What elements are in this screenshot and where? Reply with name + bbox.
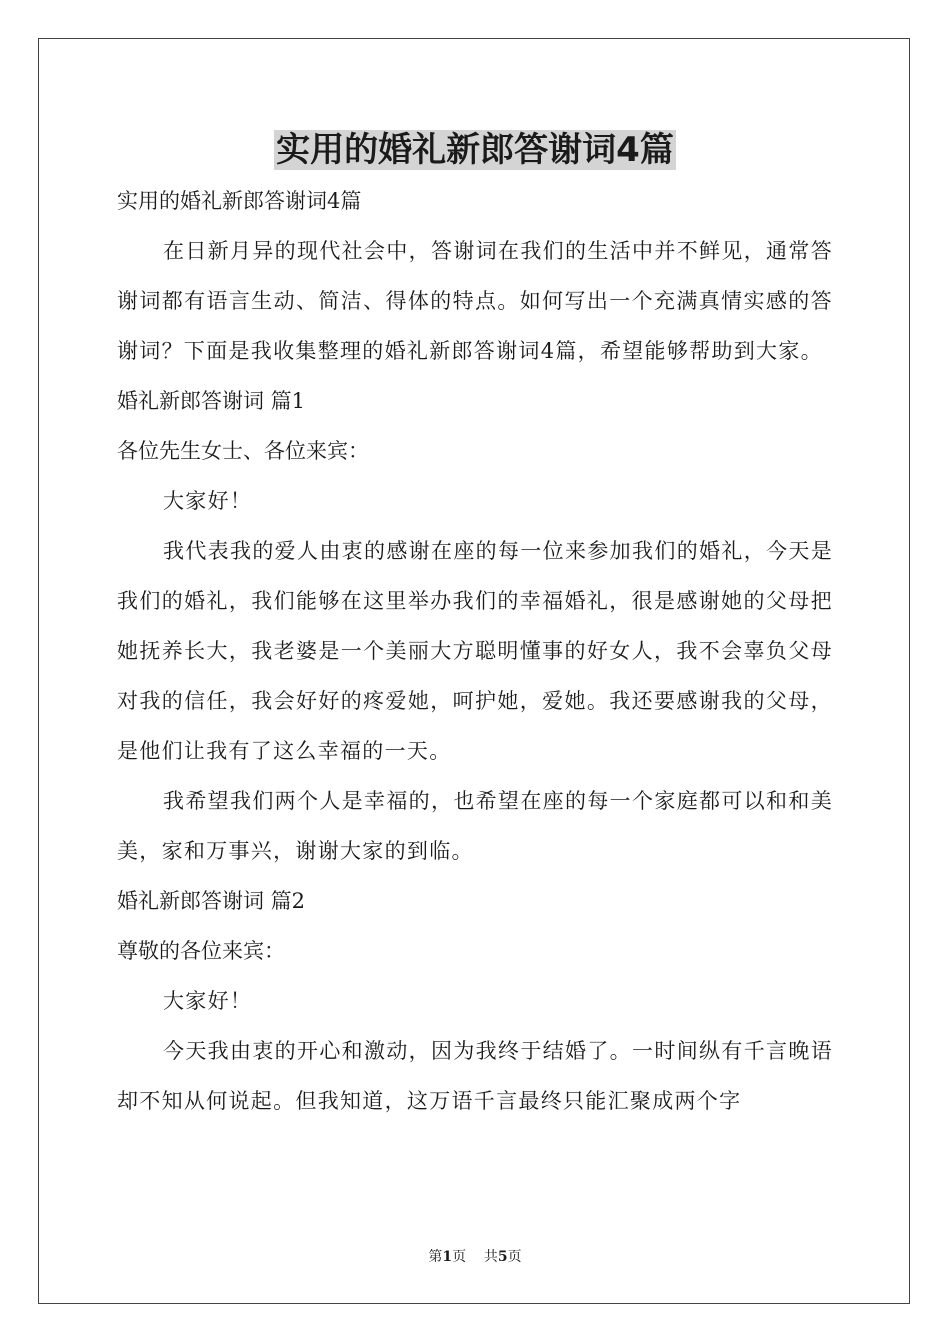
section-1-greeting: 大家好！ — [163, 489, 253, 513]
section-1-heading: 婚礼新郎答谢词 篇1 — [117, 389, 306, 413]
footer-page-prefix: 第 — [428, 1249, 443, 1265]
document-title — [0, 128, 950, 172]
section-2-paragraph-1: 今天我由衷的开心和激动，因为我终于结婚了。一时间纵有千言晚语却不知从何说起。但我知道，这万语千言最终只能汇聚成两个字 — [117, 1039, 833, 1113]
section-2-salutation: 尊敬的各位来宾： — [117, 939, 285, 963]
section-1-salutation: 各位先生女士、各位来宾： — [117, 439, 369, 463]
footer-page-mid: 页 共 — [452, 1249, 498, 1265]
document-subtitle: 实用的婚礼新郎答谢词4篇 — [117, 189, 362, 213]
document-body — [117, 176, 833, 1126]
intro-paragraph: 在日新月异的现代社会中，答谢词在我们的生活中并不鲜见，通常答谢词都有语言生动、简洁、得体的特点。如何写出一个充满真情实感的答谢词？下面是我收集整理的婚礼新郎答谢词4篇，希望能够帮助到大家。 — [117, 239, 833, 363]
section-2-heading: 婚礼新郎答谢词 篇2 — [117, 889, 306, 913]
footer-total-pages: 5 — [497, 1249, 508, 1265]
section-1-paragraph-2: 我希望我们两个人是幸福的，也希望在座的每一个家庭都可以和和美美，家和万事兴，谢谢大家的到临。 — [117, 789, 833, 863]
footer-page-number: 1 — [442, 1249, 453, 1265]
section-1-paragraph-1: 我代表我的爱人由衷的感谢在座的每一位来参加我们的婚礼，今天是我们的婚礼，我们能够在这里举办我们的幸福婚礼，很是感谢她的父母把她抚养长大，我老婆是一个美丽大方聪明懂事的好女人，我不会辜负父母对我的信任，我会好好的疼爱她，呵护她，爱她。我还要感谢我的父母，是他们让我有了这么幸福的一天。 — [117, 539, 833, 763]
footer-page-suffix: 页 — [507, 1249, 522, 1265]
page-footer — [0, 1247, 950, 1267]
section-2-greeting: 大家好！ — [163, 989, 253, 1013]
document-title-text: 实用的婚礼新郎答谢词4篇 — [276, 130, 674, 170]
